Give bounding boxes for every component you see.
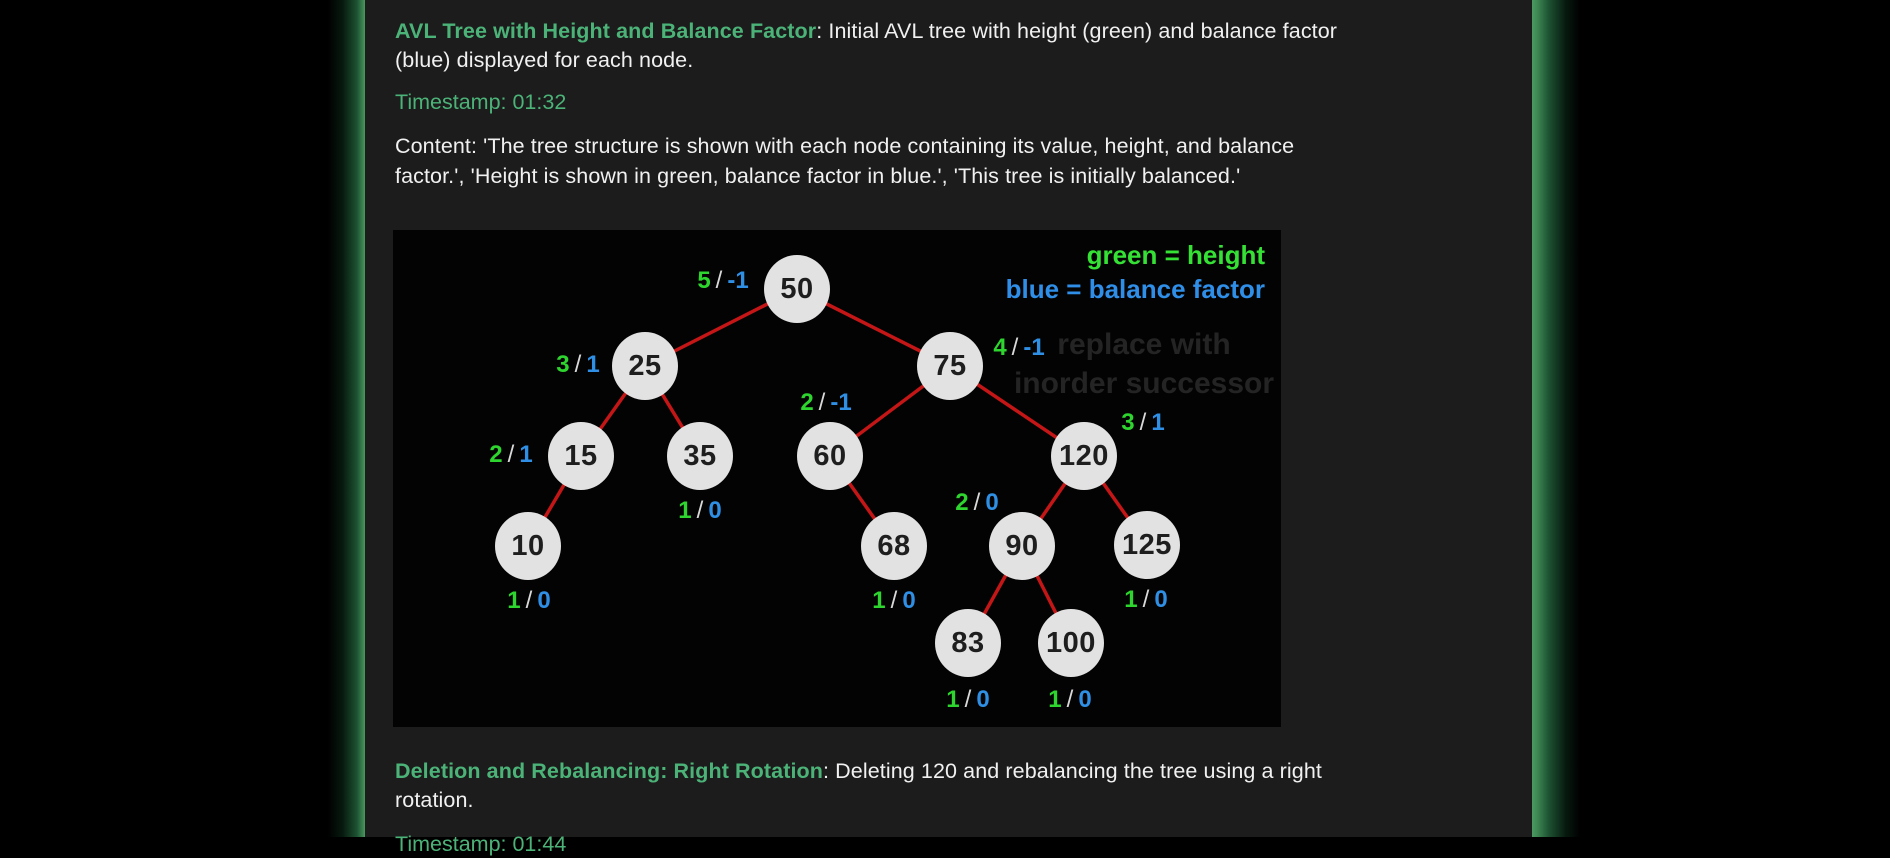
tree-label-68: 1 / 0 xyxy=(872,587,916,614)
section-description-part1: : Deleting 120 and rebalancing the tree using a right xyxy=(823,759,1322,783)
tree-node-10: 10 xyxy=(495,512,561,580)
tree-node-15: 15 xyxy=(548,422,614,490)
tree-label-15: 2 / 1 xyxy=(489,441,533,468)
tree-label-125: 1 / 0 xyxy=(1124,586,1168,613)
tree-node-100: 100 xyxy=(1038,609,1104,677)
content-column xyxy=(365,0,1532,856)
heading-line-1 xyxy=(395,17,1510,46)
legend-green-entry: green = height xyxy=(1086,240,1265,270)
right-glow-border xyxy=(1532,0,1580,837)
tree-label-50: 5 / -1 xyxy=(697,267,749,294)
avl-tree-figure xyxy=(393,230,1281,727)
tree-label-100: 1 / 0 xyxy=(1048,686,1092,713)
section-title: Deletion and Rebalancing: Right Rotation xyxy=(395,759,824,783)
content-line-2: factor.', 'Height is shown in green, balance factor in blue.', 'This tree is initially balanced.' xyxy=(395,164,1241,188)
heading-line-1 xyxy=(395,757,1510,786)
tree-node-25: 25 xyxy=(612,332,678,400)
tree-node-35: 35 xyxy=(667,422,733,490)
tree-label-120: 3 / 1 xyxy=(1121,409,1165,436)
section-title: AVL Tree with Height and Balance Factor xyxy=(395,19,817,43)
tree-node-120: 120 xyxy=(1051,422,1117,490)
tree-node-90: 90 xyxy=(989,512,1055,580)
tree-node-50: 50 xyxy=(764,255,830,323)
section-deletion-heading-paragraph xyxy=(395,757,1510,815)
watermark-line-2: inorder successor xyxy=(1013,367,1275,400)
tree-label-10: 1 / 0 xyxy=(507,587,551,614)
section-description-part2: rotation. xyxy=(395,788,474,812)
tree-label-60: 2 / -1 xyxy=(800,389,852,416)
tree-label-83: 1 / 0 xyxy=(946,686,990,713)
timestamp-label-partial: Timestamp: 01:44 xyxy=(395,832,567,856)
left-glow-border xyxy=(328,0,365,837)
tree-node-125: 125 xyxy=(1114,511,1180,579)
watermark-text xyxy=(1014,325,1274,403)
content-paragraph xyxy=(395,131,1510,191)
watermark-line-1: replace with xyxy=(1057,328,1231,361)
tree-node-83: 83 xyxy=(935,609,1001,677)
tree-label-75: 4 / -1 xyxy=(993,334,1045,361)
section-description-part1: : Initial AVL tree with height (green) and balance factor xyxy=(816,19,1338,43)
figure-legend xyxy=(1006,238,1265,306)
tree-label-35: 1 / 0 xyxy=(678,497,722,524)
timestamp-label: Timestamp: 01:32 xyxy=(395,90,567,114)
section-description-part2: (blue) displayed for each node. xyxy=(395,48,694,72)
section-avl-heading-paragraph xyxy=(395,17,1510,75)
tree-node-68: 68 xyxy=(861,512,927,580)
content-line-1: Content: 'The tree structure is shown with each node containing its value, height, and balance xyxy=(395,134,1295,158)
tree-label-25: 3 / 1 xyxy=(556,351,600,378)
tree-label-90: 2 / 0 xyxy=(955,489,999,516)
tree-node-60: 60 xyxy=(797,422,863,490)
tree-node-75: 75 xyxy=(917,332,983,400)
legend-blue-entry: blue = balance factor xyxy=(1005,274,1265,304)
